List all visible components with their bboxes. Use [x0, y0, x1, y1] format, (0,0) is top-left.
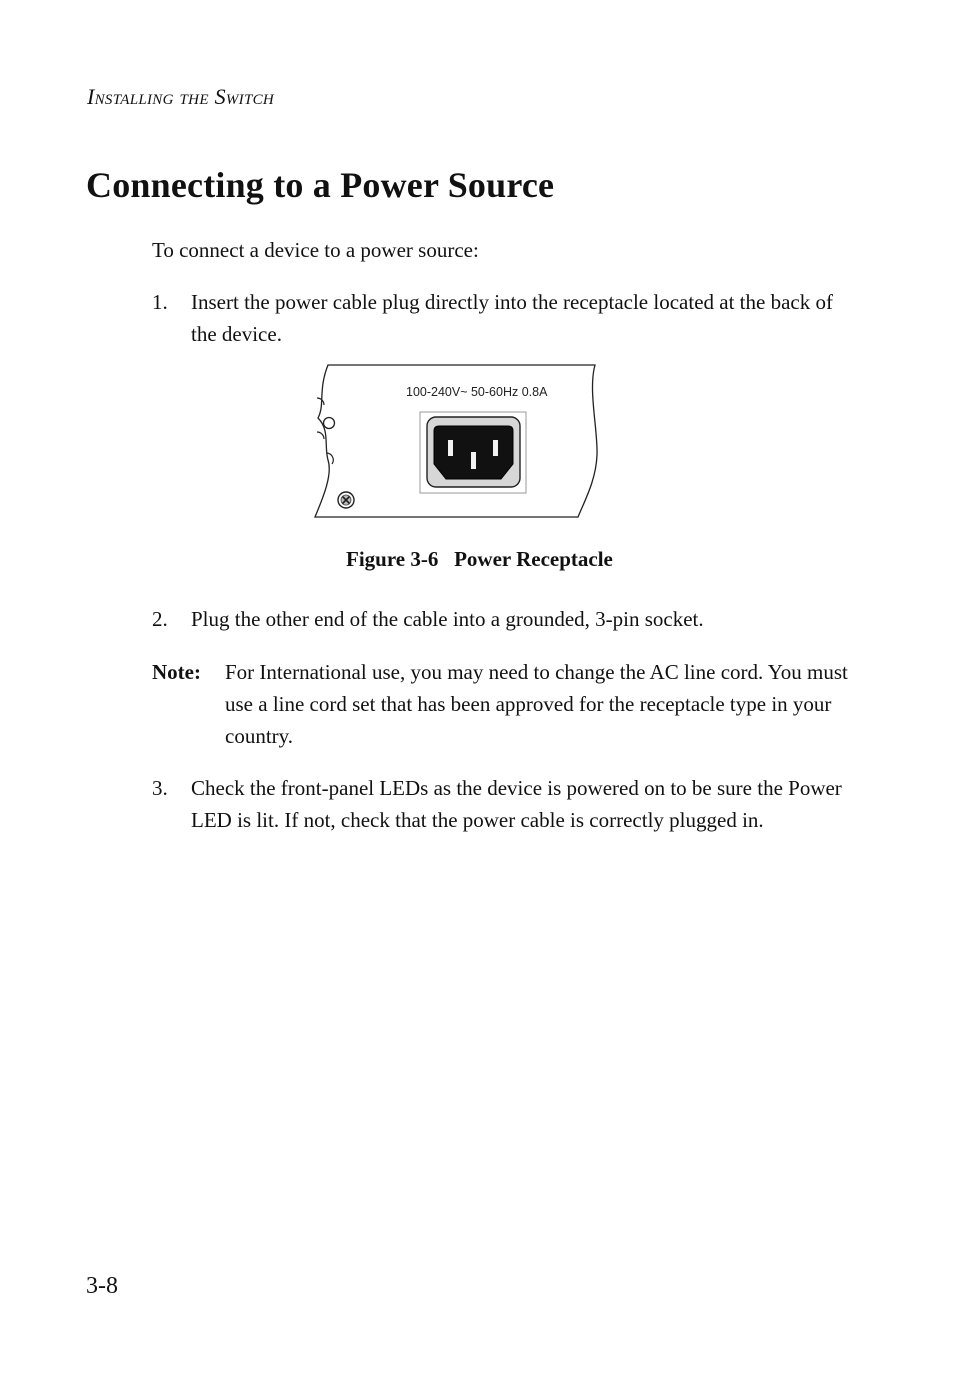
- power-receptacle-figure: [300, 360, 610, 524]
- power-receptacle-icon: [420, 412, 526, 493]
- note-text: For International use, you may need to change the AC line cord. You must use a line cord set that has been approved for the receptacle type in your country.: [225, 660, 848, 748]
- note: [152, 656, 852, 752]
- step-text: Check the front-panel LEDs as the device is powered on to be sure the Power LED is lit. If not, check that the power cable is correctly plugged in.: [191, 776, 842, 832]
- step-1: [152, 286, 852, 350]
- running-header: Installing the Switch: [87, 84, 275, 109]
- intro-text: To connect a device to a power source:: [152, 238, 479, 262]
- led-hole-icon: [324, 418, 335, 429]
- step-number: 2.: [152, 607, 168, 631]
- step-text: Insert the power cable plug directly into the receptacle located at the back of the device.: [191, 290, 833, 346]
- ground-screw-icon: [338, 492, 354, 508]
- page-number: 3-8: [86, 1273, 118, 1299]
- step-number: 1.: [152, 290, 168, 314]
- step-text: Plug the other end of the cable into a grounded, 3-pin socket.: [191, 607, 704, 631]
- step-2: [152, 603, 852, 635]
- step-3: [152, 772, 852, 836]
- note-label: Note:: [152, 660, 201, 684]
- page-title: Connecting to a Power Source: [86, 165, 555, 205]
- step-number: 3.: [152, 776, 168, 800]
- rating-label: 100-240V~ 50-60Hz 0.8A: [406, 385, 548, 399]
- figure-caption: Figure 3-6 Power Receptacle: [346, 547, 613, 571]
